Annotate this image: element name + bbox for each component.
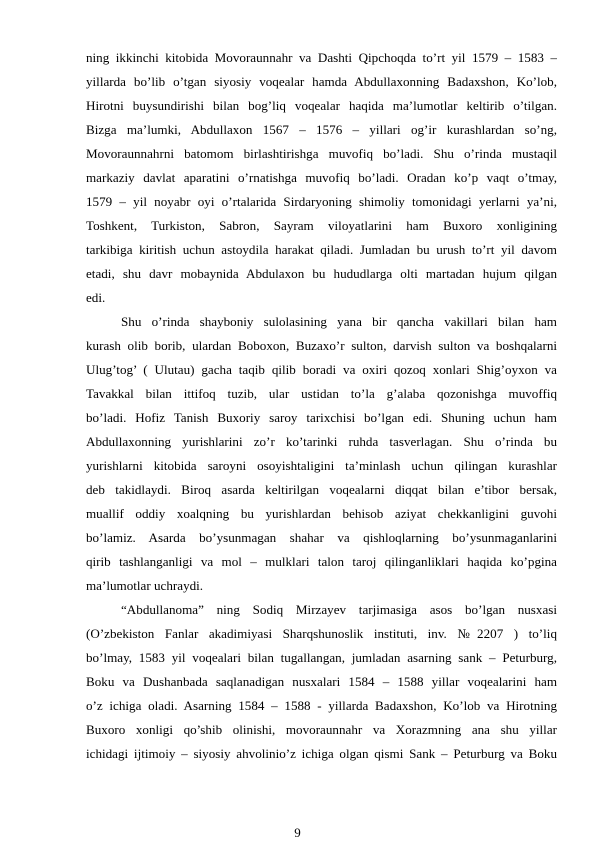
text-line: o’z ichiga oladi. Asarning 1584 – 1588 - yillarda Badaxshon, Ko’lob va Hirotning xyxy=(86,698,557,713)
text-line: edi. xyxy=(86,290,106,305)
paragraph-2 xyxy=(86,310,557,598)
text-line: muallif oddiy xoalqning bu yurishlardan behisob aziyat chekkanligini guvohi xyxy=(86,506,557,521)
page-number: 9 xyxy=(294,825,301,840)
text-line: bo’lamiz. Asarda bo’ysunmagan shahar va qishloqlarning bo’ysunmaganlarini xyxy=(86,530,557,545)
text-line: deb takidlaydi. Biroq asarda keltirilgan voqealarni diqqat bilan e’tibor bersak, xyxy=(86,482,557,497)
text-line: Ulug’tog’ ( Ulutau) gacha taqib qilib boradi va oxiri qozoq xonlari Shig’oyxon va xyxy=(86,362,557,377)
text-line: markaziy davlat aparatini o’rnatishga muvofiq bo’ladi. Oradan ko’p vaqt o’tmay, xyxy=(86,170,557,185)
text-line: Toshkent, Turkiston, Sabron, Sayram viloyatlarini ham Buxoro xonligining xyxy=(86,218,557,233)
text-line: yurishlarni kitobida saroyni osoyishtaligini ta’minlash uchun qilingan kurashlar xyxy=(86,458,557,473)
text-line: Hirotni buysundirishi bilan bog’liq voqealar haqida ma’lumotlar keltirib o’tilgan. xyxy=(86,98,557,113)
text-line: “Abdullanoma” ning Sodiq Mirzayev tarjimasiga asos bo’lgan nusxasi xyxy=(121,602,557,617)
text-line: Movoraunnahrni batomom birlashtirishga muvofiq bo’ladi. Shu o’rinda mustaqil xyxy=(86,146,557,161)
text-line: Tavakkal bilan ittifoq tuzib, ular ustidan to’la g’alaba qozonishga muvoffiq xyxy=(86,386,557,401)
text-line: 1579 – yil noyabr oyi o’rtalarida Sirdaryoning shimoliy tomonidagi yerlarni ya’ni, xyxy=(86,194,557,209)
text-line: Boku va Dushanbada saqlanadigan nusxalari 1584 – 1588 yillar voqealarini ham xyxy=(86,674,557,689)
text-line: ning ikkinchi kitobida Movoraunnahr va Dashti Qipchoqda to’rt yil 1579 – 1583 – xyxy=(86,50,557,65)
text-line: (O’zbekiston Fanlar akadimiyasi Sharqshunoslik instituti, inv. №2207 ) to’liq xyxy=(86,626,557,641)
text-line: Shu o’rinda shayboniy sulolasining yana bir qancha vakillari bilan ham xyxy=(121,314,557,329)
text-line: Abdullaxonning yurishlarini zo’r ko’tarinki ruhda tasverlagan. Shu o’rinda bu xyxy=(86,434,557,449)
text-line: qirib tashlanganligi va mol – mulklari talon taroj qilinganliklari haqida ko’pgina xyxy=(86,554,557,569)
text-line: Bizga ma’lumki, Abdullaxon 1567 – 1576 – yillari og’ir kurashlardan so’ng, xyxy=(86,122,557,137)
text-line: ma’lumotlar uchraydi. xyxy=(86,578,204,593)
paragraph-3 xyxy=(86,598,557,766)
text-line: bo’ladi. Hofiz Tanish Buxoriy saroy tarixchisi bo’lgan edi. Shuning uchun ham xyxy=(86,410,557,425)
document-page xyxy=(86,46,557,766)
text-line: yillarda bo’lib o’tgan siyosiy voqealar hamda Abdullaxonning Badaxshon, Ko’lob, xyxy=(86,74,557,89)
text-line: Buxoro xonligi qo’shib olinishi, movoraunnahr va Xorazmning ana shu yillar xyxy=(86,722,557,737)
text-line: kurash olib borib, ulardan Boboxon, Buzaxo’r sulton, darvish sulton va boshqalarni xyxy=(86,338,557,353)
text-line: ichidagi ijtimoiy – siyosiy ahvolinio’z ichiga olgan qismi Sank – Peturburg va Boku xyxy=(86,746,557,761)
text-line: bo’lmay, 1583 yil voqealari bilan tugallangan, jumladan asarning sank – Peturburg, xyxy=(86,650,557,665)
text-line: etadi, shu davr mobaynida Abdulaxon bu hududlarga olti martadan hujum qilgan xyxy=(86,266,557,281)
paragraph-1 xyxy=(86,46,557,310)
text-line: tarkibiga kiritish uchun astoydila harakat qiladi. Jumladan bu urush to’rt yil davom xyxy=(86,242,557,257)
